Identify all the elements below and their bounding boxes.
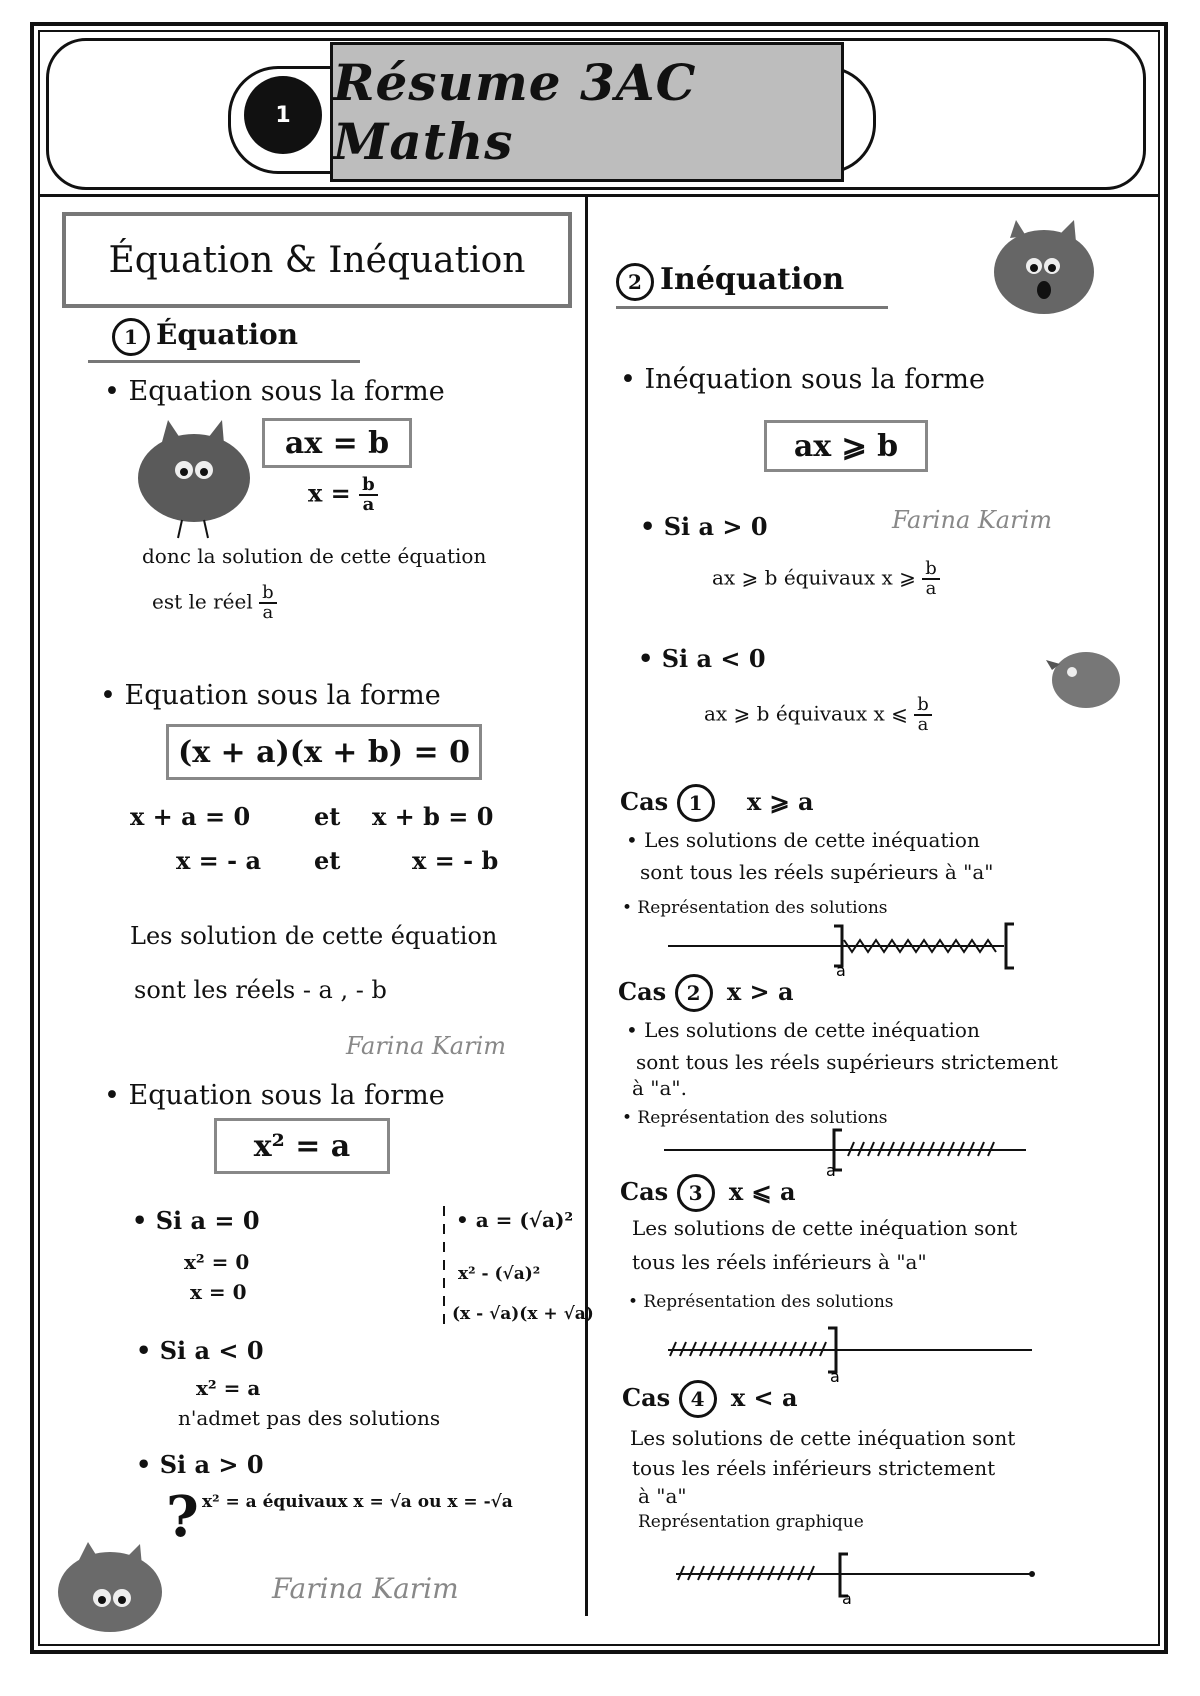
ineq-si2-text: ax ⩾ b équivaux x ⩽ [704, 701, 908, 726]
fraction-numerator: b [259, 584, 277, 604]
ineq-si1-line [712, 560, 940, 598]
main-title-box [62, 212, 572, 308]
eq2-et1: et [314, 802, 341, 831]
column-divider [585, 196, 588, 1616]
cas3-text-line1: Les solutions de cette inéquation sont [632, 1216, 1018, 1240]
section-underline [88, 360, 360, 363]
cas-number: 3 [677, 1174, 715, 1212]
eq1-text-line2-label: est le réel [152, 589, 253, 614]
monster-body [994, 230, 1094, 314]
ineq-si1-text: ax ⩾ b équivaux x ⩾ [712, 565, 916, 590]
monster-pupil [200, 468, 208, 476]
cas3-number-line [668, 1326, 1028, 1386]
cas-label: Cas [618, 977, 667, 1006]
eq1-text-line2 [152, 584, 277, 622]
document-title: Résume 3AC Maths [333, 53, 697, 171]
cas-expression: x > a [726, 977, 794, 1006]
header-separator [38, 194, 1160, 197]
eq3-case3: • Si a > 0 [136, 1450, 264, 1479]
eq3-case1: • Si a = 0 [132, 1206, 260, 1235]
eq2-boxed-formula: (x + a)(x + b) = 0 [166, 724, 482, 780]
monster-pupil [118, 1596, 126, 1604]
axis-end-dot [1029, 1571, 1035, 1577]
section-equation-heading [112, 318, 298, 356]
cas-expression: x ⩾ a [746, 787, 814, 816]
bird-eye [1067, 667, 1077, 677]
monster-horn [1010, 220, 1026, 238]
question-mark: ? [166, 1484, 199, 1550]
monster-pupil [1030, 264, 1038, 272]
section-label: Équation [156, 318, 299, 351]
eq3-boxed-formula: x² = a [214, 1118, 390, 1174]
cas1-text-line2: sont tous les réels supérieurs à "a" [640, 860, 994, 884]
cas2-heading [618, 974, 794, 1012]
monster-pupil [98, 1596, 106, 1604]
monster-leg [178, 520, 182, 538]
eq2-et2: et [314, 846, 341, 875]
section-inequation-heading [616, 262, 844, 301]
fraction-denominator: a [362, 494, 375, 515]
section-label: Inéquation [660, 262, 845, 297]
cas1-heading [620, 784, 814, 822]
cas4-number-line [676, 1552, 1036, 1612]
ineq-si1-fraction [922, 560, 940, 598]
fraction-numerator: b [359, 476, 378, 496]
ineq-si2: • Si a < 0 [638, 644, 766, 673]
note-separator [442, 1206, 446, 1326]
end-bracket [1006, 924, 1014, 968]
monster-mouth [1037, 281, 1051, 299]
header-title-box [330, 42, 844, 182]
eq1-solution-prefix: x = [308, 478, 351, 508]
axis-point-label: a [836, 961, 846, 980]
cas-number: 4 [679, 1380, 717, 1418]
cas4-heading [622, 1380, 798, 1418]
fraction-denominator: a [262, 602, 274, 623]
cas2-text-line3: à "a". [632, 1076, 687, 1100]
eq3-case3-line1: x² = a équivaux x = √a ou x = -√a [202, 1492, 513, 1512]
cas4-representation: Représentation graphique [638, 1512, 864, 1532]
cas-label: Cas [622, 1383, 671, 1412]
eq1-text-line1: donc la solution de cette équation [142, 544, 487, 568]
eq3-case2-line1: x² = a [196, 1376, 261, 1400]
eq3-note3: (x - √a)(x + √a) [452, 1304, 594, 1324]
cas-label: Cas [620, 1177, 669, 1206]
section-number: 2 [616, 263, 654, 301]
eq2-line1b: x + b = 0 [372, 802, 494, 831]
axis-point-label: a [826, 1161, 836, 1180]
eq2-heading: • Equation sous la forme [100, 680, 441, 711]
ineq-si2-line [704, 696, 932, 734]
cas1-text-line1: • Les solutions de cette inéquation [626, 828, 980, 852]
cas-number: 2 [675, 974, 713, 1012]
cas3-text-line2: tous les réels inférieurs à "a" [632, 1250, 927, 1274]
eq2-text-line2: sont les réels - a , - b [134, 976, 387, 1004]
monster-body [138, 434, 250, 522]
bird-body [1052, 652, 1120, 708]
page-number-badge: 1 [244, 76, 322, 154]
eq3-case1-line2: x = 0 [190, 1280, 247, 1304]
cas-expression: x < a [730, 1383, 798, 1412]
cas-expression: x ⩽ a [728, 1177, 796, 1206]
eq3-case1-line1: x² = 0 [184, 1250, 250, 1274]
eq1-text-fraction [259, 584, 277, 622]
signature: Farina Karim [346, 1032, 507, 1060]
monster-pupil [1048, 264, 1056, 272]
eq3-heading: • Equation sous la forme [104, 1080, 445, 1111]
monster-body [58, 1552, 162, 1632]
cas2-text-line2: sont tous les réels supérieurs strictement [636, 1050, 1058, 1074]
monster-illustration [990, 220, 1100, 330]
cas3-heading [620, 1174, 796, 1212]
eq1-heading: • Equation sous la forme [104, 376, 445, 407]
monster-illustration [132, 420, 262, 540]
section-number: 1 [112, 318, 150, 356]
cas4-text-line2: tous les réels inférieurs strictement [632, 1456, 996, 1480]
eq1-fraction [359, 476, 378, 514]
eq3-case2-line2: n'admet pas des solutions [178, 1406, 441, 1430]
signature: Farina Karim [272, 1572, 459, 1605]
eq2-line2b: x = - b [412, 846, 499, 875]
ineq-boxed-formula: ax ⩾ b [764, 420, 928, 472]
eq3-note2: x² - (√a)² [458, 1264, 541, 1284]
monster-pupil [180, 468, 188, 476]
fraction-numerator: b [922, 560, 940, 580]
eq1-boxed-formula: ax = b [262, 418, 412, 468]
ineq-heading: • Inéquation sous la forme [620, 364, 986, 395]
cas-number: 1 [677, 784, 715, 822]
eq2-line2a: x = - a [176, 846, 261, 875]
cas1-representation: • Représentation des solutions [622, 898, 888, 918]
section-underline [616, 306, 888, 309]
eq2-line1a: x + a = 0 [130, 802, 251, 831]
fraction-denominator: a [917, 714, 929, 735]
eq3-note1: • a = (√a)² [456, 1208, 574, 1232]
cas3-representation: • Représentation des solutions [628, 1292, 894, 1312]
cas1-number-line [668, 920, 1028, 980]
eq1-solution [308, 476, 378, 514]
cas2-representation: • Représentation des solutions [622, 1108, 888, 1128]
fraction-denominator: a [925, 578, 937, 599]
monster-illustration-small [54, 1536, 164, 1636]
bird-illustration [1046, 640, 1126, 720]
eq2-text-line1: Les solution de cette équation [130, 922, 498, 950]
cas4-text-line3: à "a" [638, 1484, 687, 1508]
cas2-text-line1: • Les solutions de cette inéquation [626, 1018, 980, 1042]
cas-label: Cas [620, 787, 669, 816]
eq3-case2: • Si a < 0 [136, 1336, 264, 1365]
main-title: Équation & Inéquation [108, 239, 526, 281]
monster-leg [204, 520, 208, 538]
signature: Farina Karim [892, 506, 1053, 534]
cas4-text-line1: Les solutions de cette inéquation sont [630, 1426, 1016, 1450]
ineq-si2-fraction [914, 696, 932, 734]
fraction-numerator: b [914, 696, 932, 716]
axis-point-label: a [830, 1367, 840, 1386]
axis-point-label: a [842, 1589, 852, 1608]
ineq-si1: • Si a > 0 [640, 512, 768, 541]
